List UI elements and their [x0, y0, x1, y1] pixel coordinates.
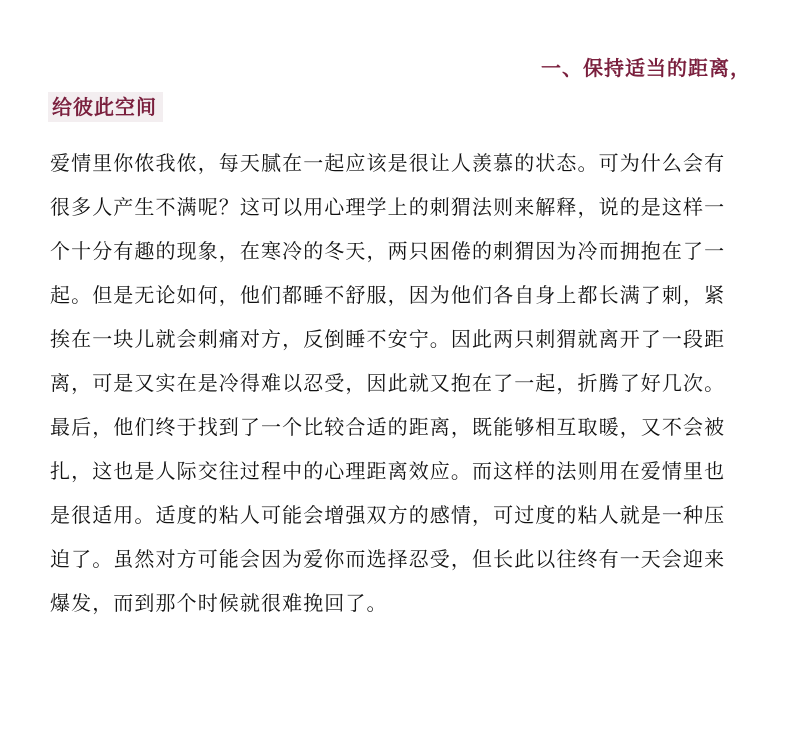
body-paragraph: [50, 141, 770, 625]
section-heading-line2: 给彼此空间: [48, 92, 163, 122]
text-line: 迫了。虽然对方可能会因为爱你而选择忍受，但长此以往终有一天会迎来: [50, 547, 726, 571]
text-line: 最后，他们终于找到了一个比较合适的距离，既能够相互取暖，又不会被: [50, 415, 726, 439]
text-line: 个十分有趣的现象，在寒冷的冬天，两只困倦的刺猬因为冷而拥抱在了一: [50, 239, 726, 263]
text-line: 是很适用。适度的粘人可能会增强双方的感情，可过度的粘人就是一种压: [50, 503, 726, 527]
text-line: 爱情里你侬我侬，每天腻在一起应该是很让人羡慕的状态。可为什么会有: [50, 151, 726, 175]
text-line: 离，可是又实在是冷得难以忍受，因此就又抱在了一起，折腾了好几次。: [50, 371, 726, 395]
text-line: 扎，这也是人际交往过程中的心理距离效应。而这样的法则用在爱情里也: [50, 459, 726, 483]
section-heading-line1: 一、保持适当的距离，: [541, 56, 751, 80]
text-line: 很多人产生不满呢？这可以用心理学上的刺猬法则来解释，说的是这样一: [50, 195, 726, 219]
text-line: 爆发，而到那个时候就很难挽回了。: [50, 591, 388, 615]
text-line: 起。但是无论如何，他们都睡不舒服，因为他们各自身上都长满了刺，紧: [50, 283, 726, 307]
text-line: 挨在一块儿就会刺痛对方，反倒睡不安宁。因此两只刺猬就离开了一段距: [50, 327, 726, 351]
